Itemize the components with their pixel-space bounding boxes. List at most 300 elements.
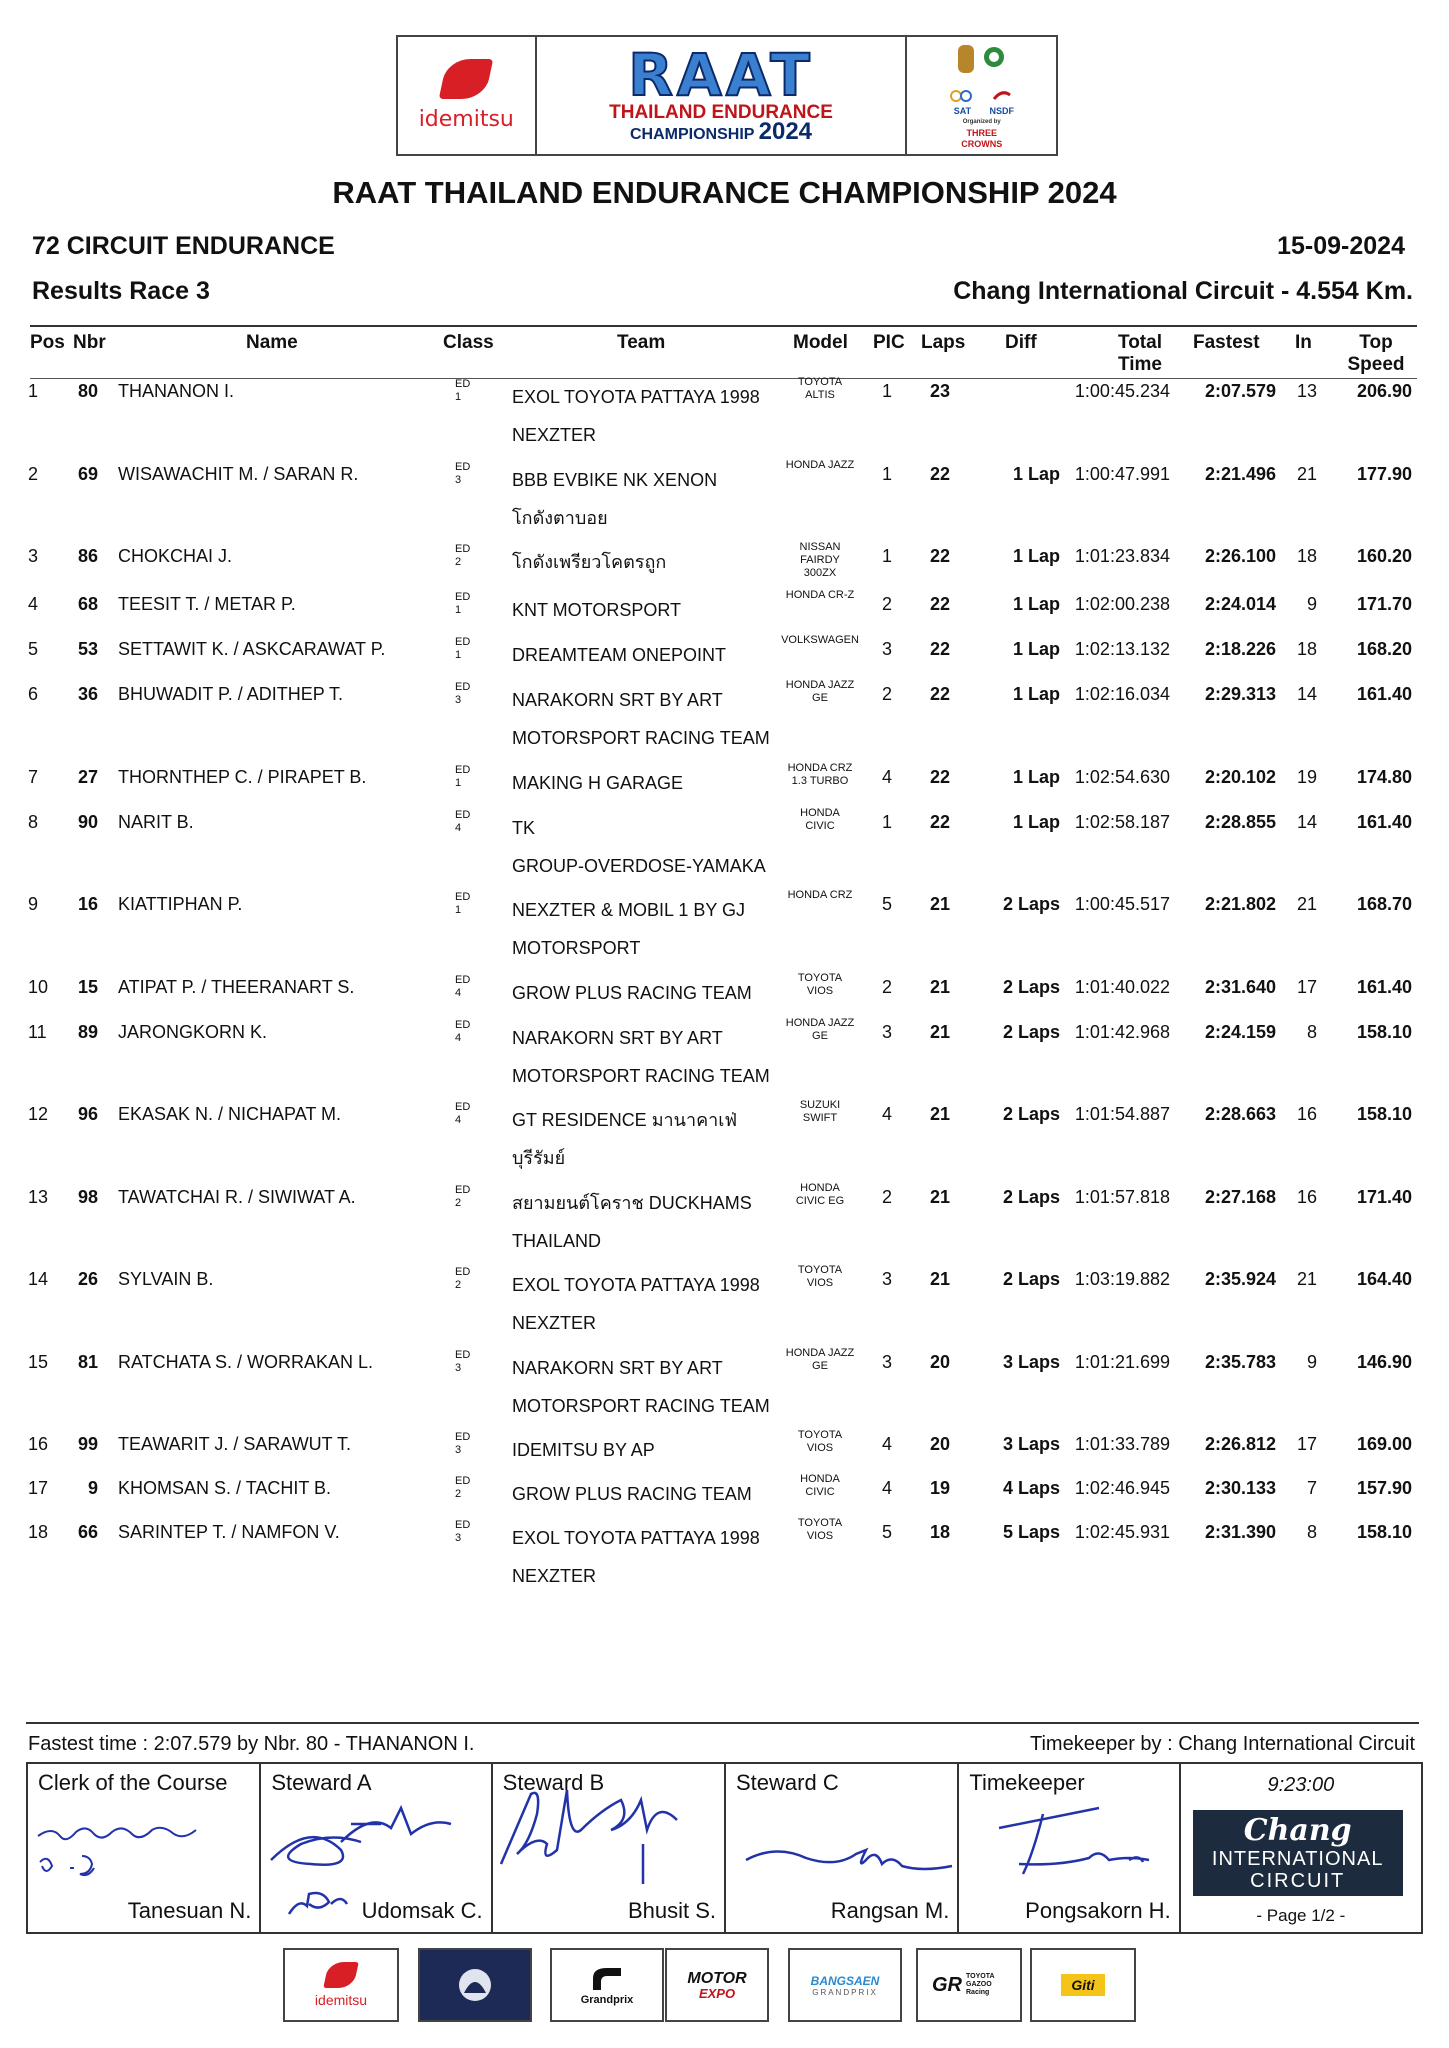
row-team	[512, 1184, 752, 1260]
row-name: WISAWACHIT M. / SARAN R.	[118, 464, 359, 484]
row-in: 18	[1296, 639, 1317, 659]
row-model	[778, 1473, 862, 1499]
row-model-line: TOYOTA	[797, 1429, 843, 1441]
page-number: - Page 1/2 -	[1256, 1906, 1346, 1925]
row-team	[512, 681, 770, 757]
row-total-time: 1:01:42.968	[1074, 1022, 1170, 1042]
row-team-line: NEXZTER	[512, 1313, 597, 1333]
row-team-line: DREAMTEAM ONEPOINT	[512, 645, 727, 665]
row-model	[778, 459, 862, 472]
row-team	[512, 461, 717, 537]
col-header-model: Model	[793, 332, 848, 353]
row-model	[778, 1517, 862, 1543]
row-laps: 21	[929, 1187, 951, 1207]
row-total-time: 1:02:45.931	[1074, 1522, 1170, 1542]
row-top-speed: 174.80	[1356, 767, 1412, 787]
row-model-line: VIOS	[806, 1442, 834, 1454]
row-fastest: 2:30.133	[1204, 1478, 1276, 1498]
row-team-line: NEXZTER	[512, 425, 597, 445]
row-fastest: 2:18.226	[1204, 639, 1276, 659]
row-in: 9	[1306, 1352, 1317, 1372]
row-pos: 18	[28, 1522, 49, 1542]
row-total-time: 1:02:00.238	[1074, 594, 1170, 614]
row-pos: 12	[28, 1104, 49, 1124]
row-team-line: EXOL TOYOTA PATTAYA 1998	[512, 387, 760, 407]
row-top-speed: 171.70	[1356, 594, 1412, 614]
row-total-time: 1:00:45.234	[1074, 381, 1170, 401]
row-pos: 1	[28, 381, 39, 401]
row-in: 18	[1296, 546, 1317, 566]
row-fastest: 2:21.496	[1204, 464, 1276, 484]
signature-steward-c: Steward C Rangsan M.	[726, 1764, 959, 1932]
row-model-line: HONDA CRZ	[787, 762, 853, 774]
row-pic: 5	[881, 894, 892, 914]
row-nbr: 69	[77, 464, 98, 484]
row-fastest: 2:20.102	[1204, 767, 1276, 787]
row-pos: 4	[28, 594, 39, 614]
row-top-speed: 157.90	[1356, 1478, 1412, 1498]
row-name: THORNTHEP C. / PIRAPET B.	[118, 767, 367, 787]
row-pos: 10	[28, 977, 49, 997]
row-pos: 16	[28, 1434, 49, 1454]
row-total-time: 1:01:21.699	[1074, 1352, 1170, 1372]
row-nbr: 16	[77, 894, 98, 914]
row-model-line: GE	[812, 1030, 828, 1042]
row-name: EKASAK N. / NICHAPAT M.	[118, 1104, 342, 1124]
row-team-line: TK	[512, 818, 536, 838]
row-nbr: 99	[77, 1434, 98, 1454]
signature-box	[26, 1762, 1423, 1934]
row-diff: 2 Laps	[1002, 1269, 1060, 1289]
row-diff: 2 Laps	[1002, 977, 1060, 997]
row-name: SYLVAIN B.	[118, 1269, 214, 1289]
row-diff: 4 Laps	[1002, 1478, 1060, 1498]
row-pos: 3	[28, 546, 39, 566]
row-laps: 21	[929, 977, 951, 997]
row-name: JARONGKORN K.	[118, 1022, 268, 1042]
row-fastest: 2:28.855	[1204, 812, 1276, 832]
row-model-line: VOLKSWAGEN	[781, 634, 859, 646]
row-in: 14	[1296, 812, 1317, 832]
row-class: ED 1	[455, 636, 471, 661]
row-team-line: THAILAND	[512, 1231, 602, 1251]
row-top-speed: 164.40	[1356, 1269, 1412, 1289]
crest-emblems-icon	[952, 41, 1012, 87]
row-class: ED 2	[455, 1266, 471, 1291]
row-team	[512, 764, 683, 802]
row-top-speed: 171.40	[1356, 1187, 1412, 1207]
row-laps: 21	[929, 1104, 951, 1124]
row-model	[778, 762, 862, 788]
row-class: ED 3	[455, 461, 471, 486]
row-diff: 1 Lap	[1012, 812, 1060, 832]
row-team	[512, 974, 752, 1012]
signature-clerk: Clerk of the Course Tanesuan N.	[28, 1764, 261, 1932]
row-name: THANANON I.	[118, 381, 235, 401]
row-team-line: สยามยนต์โคราช DUCKHAMS	[512, 1193, 752, 1213]
row-laps: 23	[929, 381, 951, 401]
row-laps: 21	[929, 1269, 951, 1289]
row-fastest: 2:21.802	[1204, 894, 1276, 914]
row-in: 16	[1296, 1104, 1317, 1124]
row-model-line: HONDA CR-Z	[785, 589, 855, 601]
row-team-line: โกดังเพรียวโคตรถูก	[512, 552, 667, 572]
col-header-pic: PIC	[873, 332, 905, 353]
row-fastest: 2:24.159	[1204, 1022, 1276, 1042]
row-model-line: 300ZX	[803, 567, 837, 579]
row-laps: 22	[929, 684, 951, 704]
row-model-line: SWIFT	[802, 1112, 838, 1124]
row-in: 21	[1296, 1269, 1317, 1289]
row-top-speed: 177.90	[1356, 464, 1412, 484]
row-pos: 11	[28, 1022, 47, 1042]
results-subtitle: Results Race 3	[32, 277, 210, 305]
row-pic: 4	[881, 1434, 892, 1454]
sat-logo: SAT	[949, 89, 975, 117]
row-class: ED 4	[455, 1019, 471, 1044]
row-top-speed: 161.40	[1356, 977, 1412, 997]
row-fastest: 2:28.663	[1204, 1104, 1276, 1124]
row-name: BHUWADIT P. / ADITHEP T.	[118, 684, 344, 704]
table-top-rule	[30, 325, 1417, 327]
row-in: 21	[1296, 894, 1317, 914]
col-header-top-speed: Top Speed	[1347, 332, 1405, 375]
page-title: RAAT THAILAND ENDURANCE CHAMPIONSHIP 2024	[332, 175, 1117, 210]
row-in: 8	[1306, 1022, 1317, 1042]
row-team	[512, 1019, 770, 1095]
row-team	[512, 1349, 770, 1425]
row-model-line: HONDA	[800, 807, 840, 819]
row-nbr: 26	[77, 1269, 98, 1289]
row-pic: 5	[881, 1522, 892, 1542]
col-header-name: Name	[246, 332, 298, 353]
row-model-line: 1.3 TURBO	[791, 775, 849, 787]
row-name: SETTAWIT K. / ASKCARAWAT P.	[118, 639, 386, 659]
row-model	[778, 1264, 862, 1290]
row-fastest: 2:35.783	[1204, 1352, 1276, 1372]
row-top-speed: 160.20	[1356, 546, 1412, 566]
row-pic: 1	[881, 812, 892, 832]
row-team-line: GT RESIDENCE มานาคาเฟ่	[512, 1110, 738, 1130]
row-model-line: SUZUKI	[799, 1099, 841, 1111]
row-in: 19	[1296, 767, 1317, 787]
row-team-line: MOTORSPORT RACING TEAM	[512, 728, 770, 748]
row-model-line: TOYOTA	[797, 376, 843, 388]
row-total-time: 1:01:33.789	[1074, 1434, 1170, 1454]
row-class: ED 1	[455, 764, 471, 789]
row-total-time: 1:02:54.630	[1074, 767, 1170, 787]
row-pic: 2	[881, 684, 892, 704]
row-class: ED 2	[455, 1184, 471, 1209]
row-team-line: IDEMITSU BY AP	[512, 1440, 655, 1460]
col-header-nbr: Nbr	[73, 332, 106, 353]
row-model-line: HONDA	[800, 1182, 840, 1194]
row-laps: 22	[929, 767, 951, 787]
raat-logo: RAAT THAILAND ENDURANCE CHAMPIONSHIP 2024	[537, 37, 908, 154]
row-diff: 5 Laps	[1002, 1522, 1060, 1542]
row-top-speed: 161.40	[1356, 812, 1412, 832]
row-team-line: EXOL TOYOTA PATTAYA 1998	[512, 1528, 760, 1548]
row-model-line: TOYOTA	[797, 972, 843, 984]
row-team	[512, 809, 766, 885]
row-diff: 2 Laps	[1002, 1104, 1060, 1124]
row-model	[778, 541, 862, 580]
row-model	[778, 1429, 862, 1455]
row-model-line: CIVIC	[805, 1486, 835, 1498]
row-team	[512, 636, 726, 674]
row-diff: 3 Laps	[1002, 1434, 1060, 1454]
row-diff: 2 Laps	[1002, 1022, 1060, 1042]
row-team-line: บุรีรัมย์	[512, 1148, 566, 1168]
row-class: ED 3	[455, 1519, 471, 1544]
row-pos: 5	[28, 639, 39, 659]
row-in: 13	[1296, 381, 1317, 401]
row-class: ED 3	[455, 1349, 471, 1374]
row-model	[778, 679, 862, 705]
row-pic: 4	[881, 767, 892, 787]
row-in: 17	[1296, 1434, 1317, 1454]
row-team-line: GROW PLUS RACING TEAM	[512, 1484, 752, 1504]
three-crowns-logo: THREE CROWNS	[961, 128, 1003, 149]
col-header-pos: Pos	[30, 332, 65, 353]
row-team-line: NARAKORN SRT BY ART	[512, 690, 723, 710]
organizer-logos: SAT NSDF Organized by THREE CROWNS	[907, 37, 1056, 154]
row-team-line: โกดังตาบอย	[512, 508, 608, 528]
row-model-line: HONDA JAZZ	[785, 679, 855, 691]
row-model	[778, 807, 862, 833]
row-team	[512, 378, 760, 454]
row-team	[512, 1101, 737, 1177]
col-header-team: Team	[617, 332, 666, 353]
row-in: 8	[1306, 1522, 1317, 1542]
row-team-line: MOTORSPORT RACING TEAM	[512, 1396, 770, 1416]
row-nbr: 90	[77, 812, 98, 832]
row-nbr: 27	[77, 767, 98, 787]
row-fastest: 2:27.168	[1204, 1187, 1276, 1207]
row-diff: 1 Lap	[1012, 684, 1060, 704]
row-nbr: 15	[77, 977, 98, 997]
col-header-class: Class	[443, 332, 494, 353]
row-top-speed: 168.20	[1356, 639, 1412, 659]
row-class: ED 4	[455, 974, 471, 999]
row-class: ED 4	[455, 809, 471, 834]
row-diff: 2 Laps	[1002, 894, 1060, 914]
signature-steward-b: Steward B Bhusit S.	[493, 1764, 726, 1932]
row-total-time: 1:00:45.517	[1074, 894, 1170, 914]
row-model	[778, 1017, 862, 1043]
row-model	[778, 634, 862, 647]
row-diff: 1 Lap	[1012, 546, 1060, 566]
row-model-line: TOYOTA	[797, 1517, 843, 1529]
row-team	[512, 543, 666, 581]
row-pos: 9	[28, 894, 39, 914]
row-total-time: 1:02:16.034	[1074, 684, 1170, 704]
row-total-time: 1:00:47.991	[1074, 464, 1170, 484]
row-team-line: KNT MOTORSPORT	[512, 600, 682, 620]
row-model-line: VIOS	[806, 1277, 834, 1289]
row-name: NARIT B.	[118, 812, 194, 832]
event-name: 72 CIRCUIT ENDURANCE	[32, 232, 335, 260]
row-nbr: 96	[77, 1104, 98, 1124]
row-team	[512, 1475, 752, 1513]
circuit-name: Chang International Circuit - 4.554 Km.	[953, 277, 1413, 305]
row-team-line: NEXZTER & MOBIL 1 BY GJ	[512, 900, 746, 920]
row-team-line: MAKING H GARAGE	[512, 773, 684, 793]
row-total-time: 1:03:19.882	[1074, 1269, 1170, 1289]
row-laps: 22	[929, 464, 951, 484]
row-class: ED 2	[455, 543, 471, 568]
row-pic: 3	[881, 1022, 892, 1042]
row-top-speed: 169.00	[1356, 1434, 1412, 1454]
row-team	[512, 591, 681, 629]
idemitsu-logo: idemitsu	[398, 37, 537, 154]
row-pic: 2	[881, 594, 892, 614]
row-in: 7	[1306, 1478, 1317, 1498]
nsdf-logo: NSDF	[989, 89, 1014, 117]
report-time: 9:23:00	[1267, 1774, 1335, 1796]
row-diff: 1 Lap	[1012, 639, 1060, 659]
row-model	[778, 1182, 862, 1208]
row-pic: 1	[881, 381, 892, 401]
row-in: 9	[1306, 594, 1317, 614]
chang-international-circuit-logo: Chang INTERNATIONAL CIRCUIT	[1193, 1810, 1403, 1896]
row-fastest: 2:07.579	[1204, 381, 1276, 401]
row-team-line: MOTORSPORT RACING TEAM	[512, 1066, 770, 1086]
row-laps: 20	[929, 1434, 951, 1454]
row-nbr: 80	[77, 381, 98, 401]
fastest-time-note: Fastest time : 2:07.579 by Nbr. 80 - THANANON I.	[28, 1733, 475, 1755]
grandprix-g-icon	[587, 1964, 627, 1994]
row-total-time: 1:02:13.132	[1074, 639, 1170, 659]
row-pic: 3	[881, 1269, 892, 1289]
row-in: 21	[1296, 464, 1317, 484]
row-nbr: 86	[77, 546, 98, 566]
row-team	[512, 1431, 655, 1469]
row-pic: 1	[881, 546, 892, 566]
row-model-line: CIVIC EG	[795, 1195, 845, 1207]
row-model-line: HONDA JAZZ	[785, 1347, 855, 1359]
row-laps: 22	[929, 639, 951, 659]
row-top-speed: 146.90	[1356, 1352, 1412, 1372]
row-total-time: 1:02:58.187	[1074, 812, 1170, 832]
row-top-speed: 158.10	[1356, 1022, 1412, 1042]
row-model-line: HONDA CRZ	[787, 889, 853, 901]
row-model-line: HONDA JAZZ	[785, 1017, 855, 1029]
row-total-time: 1:01:57.818	[1074, 1187, 1170, 1207]
row-total-time: 1:01:40.022	[1074, 977, 1170, 997]
row-laps: 19	[929, 1478, 951, 1498]
row-fastest: 2:35.924	[1204, 1269, 1276, 1289]
chang-circuit-stamp	[1181, 1764, 1421, 1932]
row-model-line: FAIRDY	[800, 554, 840, 566]
timekeeper-by-note: Timekeeper by : Chang International Circuit	[1030, 1733, 1415, 1755]
sponsor-raat-emblem	[418, 1948, 532, 2022]
row-fastest: 2:31.640	[1204, 977, 1276, 997]
row-team-line: MOTORSPORT	[512, 938, 641, 958]
row-diff: 1 Lap	[1012, 594, 1060, 614]
row-model-line: HONDA JAZZ	[785, 459, 855, 471]
row-team-line: GROUP-OVERDOSE-YAMAKA	[512, 856, 766, 876]
row-laps: 22	[929, 812, 951, 832]
row-pic: 4	[881, 1478, 892, 1498]
row-fastest: 2:29.313	[1204, 684, 1276, 704]
row-top-speed: 168.70	[1356, 894, 1412, 914]
row-team	[512, 1266, 760, 1342]
row-team	[512, 1519, 760, 1595]
row-model	[778, 1099, 862, 1125]
row-class: ED 2	[455, 1475, 471, 1500]
row-top-speed: 158.10	[1356, 1104, 1412, 1124]
row-pos: 8	[28, 812, 39, 832]
row-laps: 21	[929, 894, 951, 914]
row-nbr: 66	[77, 1522, 98, 1542]
row-laps: 22	[929, 546, 951, 566]
event-date: 15-09-2024	[1277, 232, 1405, 260]
row-class: ED 3	[455, 1431, 471, 1456]
row-in: 16	[1296, 1187, 1317, 1207]
row-fastest: 2:24.014	[1204, 594, 1276, 614]
row-diff: 2 Laps	[1002, 1187, 1060, 1207]
row-model	[778, 376, 862, 402]
row-name: RATCHATA S. / WORRAKAN L.	[118, 1352, 374, 1372]
row-pic: 2	[881, 1187, 892, 1207]
row-laps: 20	[929, 1352, 951, 1372]
row-name: KIATTIPHAN P.	[118, 894, 243, 914]
row-class: ED 1	[455, 591, 471, 616]
row-pic: 3	[881, 1352, 892, 1372]
sponsor-giti: Giti	[1030, 1948, 1136, 2022]
row-team-line: NARAKORN SRT BY ART	[512, 1028, 723, 1048]
row-total-time: 1:02:46.945	[1074, 1478, 1170, 1498]
row-top-speed: 206.90	[1356, 381, 1412, 401]
row-top-speed: 158.10	[1356, 1522, 1412, 1542]
col-header-fastest: Fastest	[1193, 332, 1260, 353]
row-model	[778, 972, 862, 998]
row-diff: 1 Lap	[1012, 464, 1060, 484]
idemitsu-flame-icon	[439, 59, 494, 99]
row-pos: 14	[28, 1269, 49, 1289]
signature-timekeeper: Timekeeper Pongsakorn H.	[959, 1764, 1180, 1932]
sponsor-grandprix: Grandprix	[550, 1948, 664, 2022]
row-pos: 17	[28, 1478, 49, 1498]
row-team-line: NARAKORN SRT BY ART	[512, 1358, 723, 1378]
row-top-speed: 161.40	[1356, 684, 1412, 704]
col-header-diff: Diff	[1005, 332, 1037, 353]
row-class: ED 4	[455, 1101, 471, 1126]
row-fastest: 2:26.812	[1204, 1434, 1276, 1454]
row-model-line: NISSAN	[799, 541, 841, 553]
row-in: 17	[1296, 977, 1317, 997]
row-name: TAWATCHAI R. / SIWIWAT A.	[118, 1187, 356, 1207]
row-nbr: 9	[87, 1478, 98, 1498]
row-team-line: NEXZTER	[512, 1566, 597, 1586]
row-model-line: VIOS	[806, 1530, 834, 1542]
row-pic: 3	[881, 639, 892, 659]
row-total-time: 1:01:23.834	[1074, 546, 1170, 566]
row-class: ED 1	[455, 378, 471, 403]
col-header-laps: Laps	[921, 332, 966, 353]
row-pos: 2	[28, 464, 39, 484]
row-nbr: 68	[77, 594, 98, 614]
row-diff: 3 Laps	[1002, 1352, 1060, 1372]
sponsor-idemitsu: idemitsu	[283, 1948, 399, 2022]
row-model-line: TOYOTA	[797, 1264, 843, 1276]
row-laps: 22	[929, 594, 951, 614]
row-name: SARINTEP T. / NAMFON V.	[118, 1522, 340, 1542]
row-laps: 21	[929, 1022, 951, 1042]
row-team-line: GROW PLUS RACING TEAM	[512, 983, 752, 1003]
row-team	[512, 891, 745, 967]
